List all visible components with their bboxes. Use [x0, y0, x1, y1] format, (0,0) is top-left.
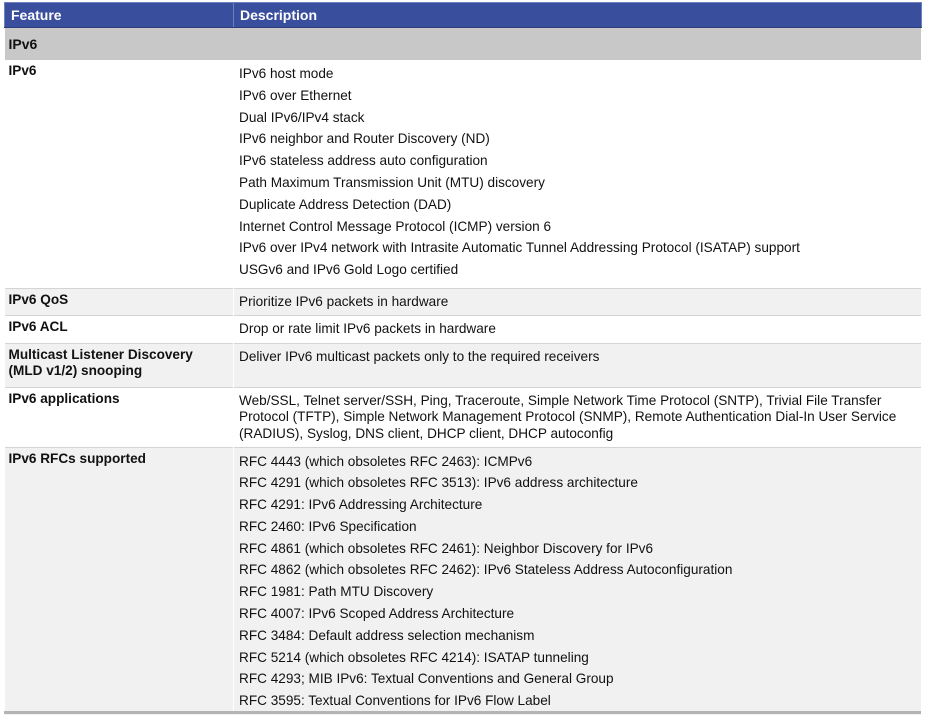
description-line: RFC 4861 (which obsoletes RFC 2461): Neighbor Discovery for IPv6 [239, 540, 654, 556]
feature-cell: IPv6 applications [5, 387, 234, 447]
description-cell [234, 387, 922, 447]
table-row [5, 288, 922, 315]
description-line: IPv6 neighbor and Router Discovery (ND) [239, 131, 490, 147]
description-line: RFC 5214 (which obsoletes RFC 4214): ISATAP tunneling [239, 649, 589, 665]
description-line: IPv6 over Ethernet [239, 87, 352, 103]
description-line: RFC 3595: Textual Conventions for IPv6 Flow Label [239, 693, 551, 709]
description-line: RFC 4443 (which obsoletes RFC 2463): ICMPv6 [239, 453, 533, 469]
description-cell [234, 288, 922, 315]
description-line: Deliver IPv6 multicast packets only to the required receivers [239, 348, 600, 364]
ipv6-feature-table [4, 2, 922, 715]
feature-cell: IPv6 RFCs supported [5, 447, 234, 715]
section-row [5, 28, 922, 61]
description-line: RFC 1981: Path MTU Discovery [239, 584, 434, 600]
table-row [5, 447, 922, 715]
description-line: RFC 3484: Default address selection mechanism [239, 627, 535, 643]
feature-cell: IPv6 [5, 60, 234, 288]
description-cell [234, 343, 922, 387]
table-bottom-rule [4, 711, 921, 714]
description-cell [234, 315, 922, 343]
feature-cell: Multicast Listener Discovery (MLD v1/2) snooping [5, 343, 234, 387]
description-line: RFC 4291: IPv6 Addressing Architecture [239, 497, 483, 513]
header-description: Description [234, 3, 922, 28]
description-line: RFC 4862 (which obsoletes RFC 2462): IPv6 Stateless Address Autoconfiguration [239, 562, 733, 578]
description-line: USGv6 and IPv6 Gold Logo certified [239, 262, 459, 278]
description-line: IPv6 over IPv4 network with Intrasite Automatic Tunnel Addressing Protocol (ISATAP) support [239, 240, 800, 256]
header-feature: Feature [5, 3, 234, 28]
feature-cell: IPv6 QoS [5, 288, 234, 315]
description-line: Internet Control Message Protocol (ICMP) version 6 [239, 218, 552, 234]
feature-cell: IPv6 ACL [5, 315, 234, 343]
description-line: RFC 4291 (which obsoletes RFC 3513): IPv6 address architecture [239, 475, 638, 491]
description-line: RFC 4007: IPv6 Scoped Address Architecture [239, 606, 515, 622]
description-line: IPv6 stateless address auto configuration [239, 153, 488, 169]
description-line: Prioritize IPv6 packets in hardware [239, 293, 449, 309]
description-line: Drop or rate limit IPv6 packets in hardware [239, 320, 496, 336]
table-row [5, 343, 922, 387]
table-row [5, 60, 922, 288]
description-cell [234, 447, 922, 715]
table-header-row [5, 3, 922, 28]
description-line: Path Maximum Transmission Unit (MTU) discovery [239, 174, 545, 190]
description-line: RFC 4293; MIB IPv6: Textual Conventions and General Group [239, 671, 614, 687]
table-row [5, 387, 922, 447]
section-title: IPv6 [5, 28, 922, 61]
description-line: Dual IPv6/IPv4 stack [239, 109, 365, 125]
table-row [5, 315, 922, 343]
description-line: IPv6 host mode [239, 66, 334, 81]
description-line: RFC 2460: IPv6 Specification [239, 518, 417, 534]
description-cell [234, 60, 922, 288]
description-text: Web/SSL, Telnet server/SSH, Ping, Traceroute, Simple Network Time Protocol (SNTP), Trivial File Transfer Protocol (TFTP), Simple Network Management Protocol (SNMP), Remote Authentication Dial-In User Service (RADIUS), Syslog, DNS client, DHCP client, DHCP autoconfig [239, 392, 897, 441]
description-line: Duplicate Address Detection (DAD) [239, 196, 452, 212]
